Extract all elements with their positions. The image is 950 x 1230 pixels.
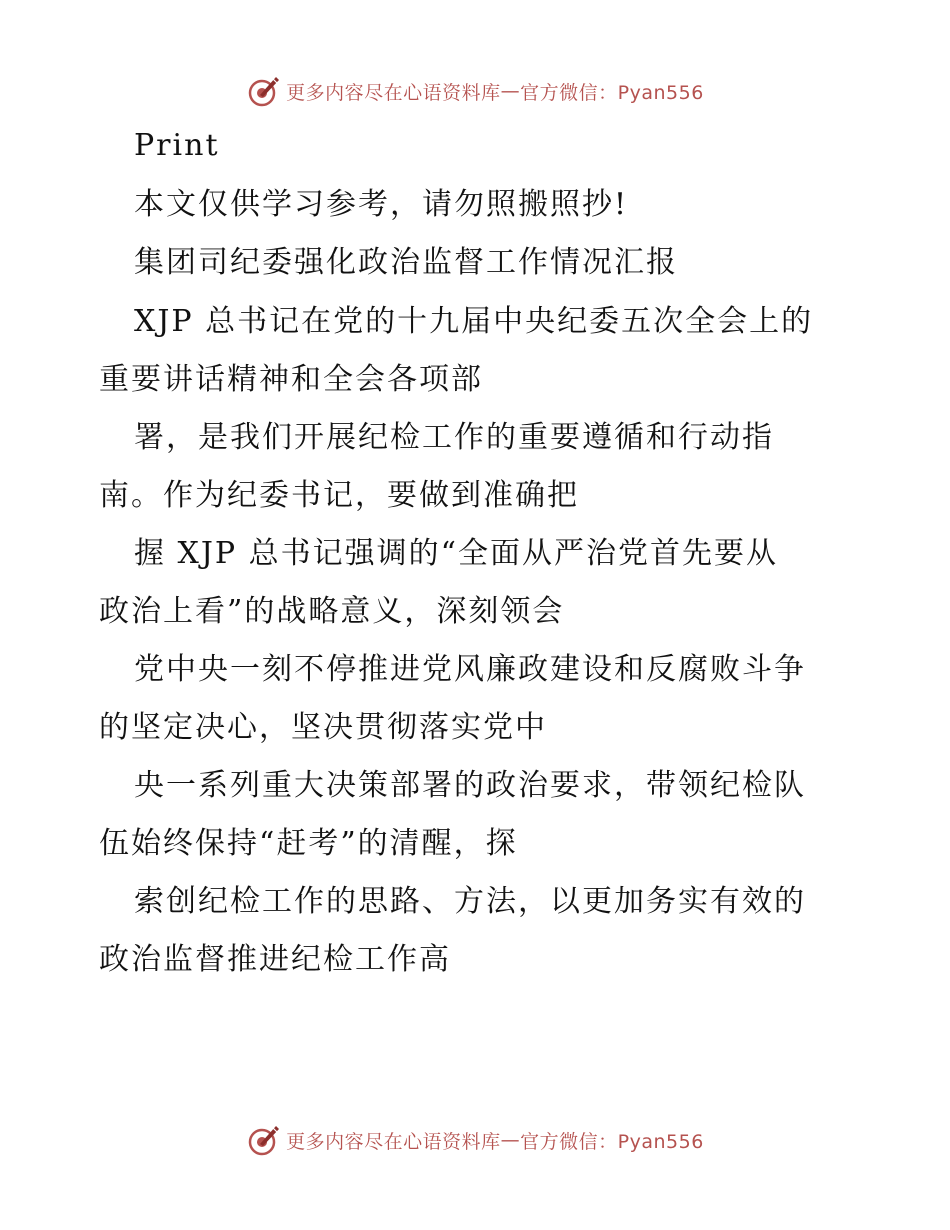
paragraph-line: 重要讲话精神和全会各项部	[99, 362, 483, 397]
paragraph-line: 政治上看”的战略意义，深刻领会	[99, 594, 565, 629]
footer-watermark	[0, 1120, 950, 1160]
header-watermark	[0, 71, 950, 111]
paragraph-line: 署，是我们开展纪检工作的重要遵循和行动指	[134, 420, 774, 455]
watermark-text: 更多内容尽在心语资料库	[286, 81, 501, 104]
document-title: 集团司纪委强化政治监督工作情况汇报	[134, 245, 678, 280]
watermark-contact: 官方微信：Pyan556	[520, 1130, 704, 1153]
paragraph-line: 政治监督推进纪检工作高	[99, 942, 451, 977]
paragraph-line: 握 XJP 总书记强调的“全面从严治党首先要从	[134, 536, 778, 571]
paragraph-line: 伍始终保持“赶考”的清醒，探	[99, 826, 518, 861]
watermark-separator: —	[500, 1129, 521, 1151]
paragraph-line: 央一系列重大决策部署的政治要求，带领纪检队	[134, 768, 806, 803]
paragraph-line: 的坚定决心，坚决贯彻落实党中	[99, 710, 547, 745]
paragraph-line: 南。作为纪委书记，要做到准确把	[99, 478, 579, 513]
quill-logo-icon	[246, 73, 282, 109]
paragraph-line: 党中央一刻不停推进党风廉政建设和反腐败斗争	[134, 652, 806, 687]
paragraph-line: XJP 总书记在党的十九届中央纪委五次全会上的	[134, 304, 814, 339]
print-label: Print	[134, 128, 220, 163]
quill-logo-icon	[246, 1122, 282, 1158]
watermark-contact: 官方微信：Pyan556	[520, 81, 704, 104]
paragraph-line: 索创纪检工作的思路、方法，以更加务实有效的	[134, 884, 806, 919]
watermark-separator: —	[500, 80, 521, 102]
watermark-text: 更多内容尽在心语资料库	[286, 1130, 501, 1153]
disclaimer-line: 本文仅供学习参考，请勿照搬照抄!	[134, 187, 629, 222]
